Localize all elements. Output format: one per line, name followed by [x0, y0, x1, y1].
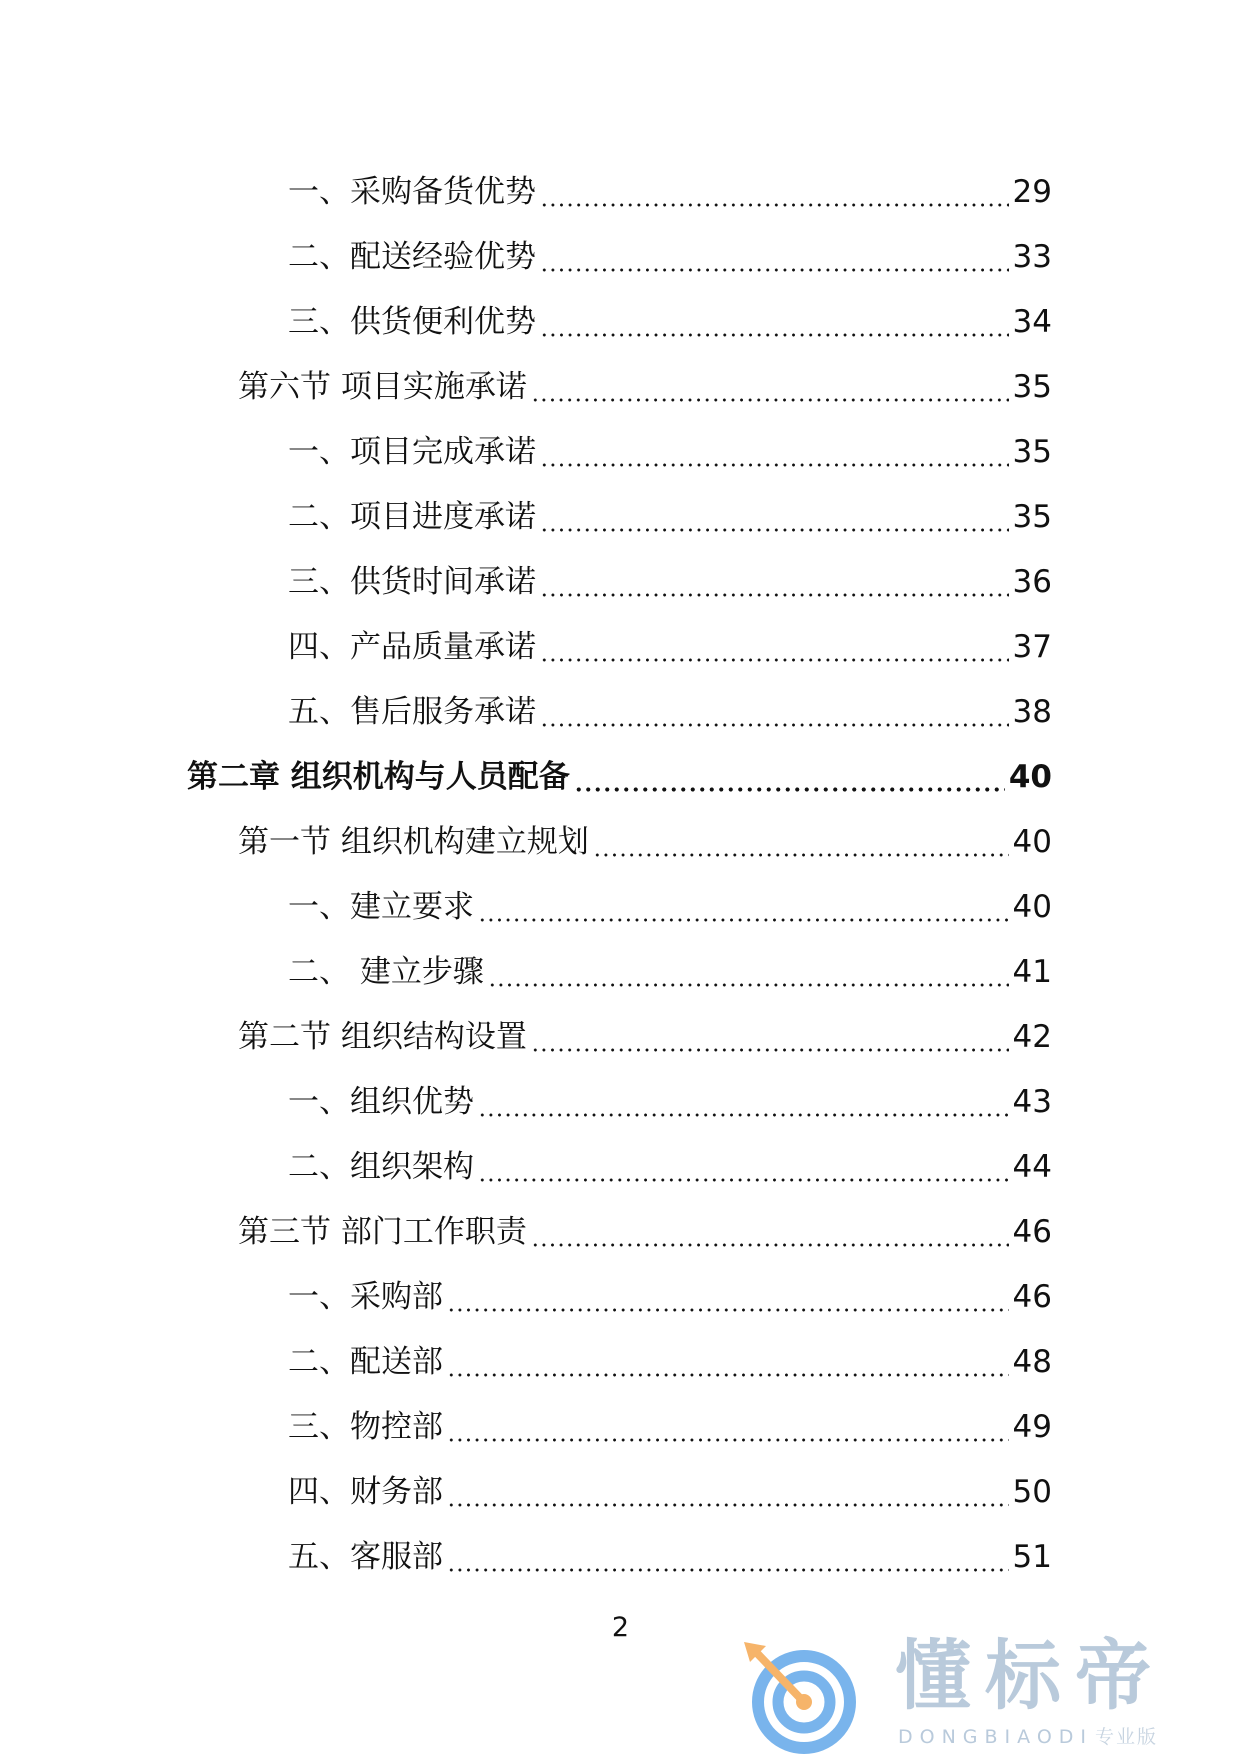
toc-dot-leader: [540, 333, 1009, 337]
toc-dot-leader: [593, 853, 1009, 857]
toc-entry[interactable]: [0, 1395, 1241, 1460]
toc-entry-title: 第二节 组织结构设置: [238, 1019, 527, 1055]
toc-entry-title: 第二章 组织机构与人员配备: [187, 759, 570, 795]
toc-entry-title: 一、项目完成承诺: [288, 434, 536, 470]
toc-dot-leader: [478, 918, 1009, 922]
toc-dot-leader: [574, 787, 1005, 792]
page-number: 2: [611, 1612, 630, 1643]
toc-entry-page: 41: [1012, 954, 1052, 990]
watermark-pinyin: DONGBIAODI: [898, 1726, 1094, 1748]
toc-dot-leader: [540, 268, 1009, 272]
toc-entry-page: 33: [1012, 239, 1052, 275]
table-of-contents: [0, 160, 1241, 1590]
toc-entry-page: 35: [1012, 499, 1052, 535]
toc-entry[interactable]: [0, 875, 1241, 940]
toc-entry[interactable]: [0, 1525, 1241, 1590]
toc-entry[interactable]: [0, 1135, 1241, 1200]
toc-dot-leader: [447, 1308, 1009, 1312]
toc-entry[interactable]: [0, 1070, 1241, 1135]
toc-entry-page: 51: [1012, 1539, 1052, 1575]
toc-dot-leader: [531, 1243, 1009, 1247]
toc-entry-page: 37: [1012, 629, 1052, 665]
toc-entry-title: 三、供货时间承诺: [288, 564, 536, 600]
toc-entry-title: 一、采购部: [288, 1279, 443, 1315]
toc-entry[interactable]: [0, 615, 1241, 680]
toc-entry[interactable]: [0, 485, 1241, 550]
toc-entry-page: 44: [1012, 1149, 1052, 1185]
toc-entry-page: 40: [1012, 824, 1052, 860]
toc-dot-leader: [531, 1048, 1009, 1052]
toc-entry-title: 五、售后服务承诺: [288, 694, 536, 730]
toc-dot-leader: [447, 1373, 1009, 1377]
toc-dot-leader: [447, 1503, 1009, 1507]
toc-entry[interactable]: [0, 550, 1241, 615]
toc-entry[interactable]: [0, 420, 1241, 485]
toc-entry[interactable]: [0, 810, 1241, 875]
toc-entry[interactable]: [0, 225, 1241, 290]
toc-entry-title: 一、采购备货优势: [288, 174, 536, 210]
toc-dot-leader: [540, 723, 1009, 727]
toc-dot-leader: [447, 1568, 1009, 1572]
toc-entry-title: 第三节 部门工作职责: [238, 1214, 527, 1250]
toc-entry-title: 一、组织优势: [288, 1084, 474, 1120]
toc-dot-leader: [531, 398, 1009, 402]
toc-entry-page: 43: [1012, 1084, 1052, 1120]
toc-entry[interactable]: [0, 1460, 1241, 1525]
toc-entry-page: 42: [1012, 1019, 1052, 1055]
watermark-subtitle: [898, 1728, 1158, 1747]
toc-entry-page: 46: [1012, 1279, 1052, 1315]
toc-entry[interactable]: [0, 1200, 1241, 1265]
toc-entry-title: 二、配送部: [288, 1344, 443, 1380]
toc-entry-page: 34: [1012, 304, 1052, 340]
toc-dot-leader: [540, 658, 1009, 662]
toc-entry-page: 49: [1012, 1409, 1052, 1445]
toc-entry[interactable]: [0, 1005, 1241, 1070]
toc-entry-title: 第六节 项目实施承诺: [238, 369, 527, 405]
toc-entry-page: 48: [1012, 1344, 1052, 1380]
toc-entry[interactable]: [0, 680, 1241, 745]
toc-entry-page: 50: [1012, 1474, 1052, 1510]
toc-entry-title: 三、物控部: [288, 1409, 443, 1445]
toc-entry-page: 35: [1012, 434, 1052, 470]
toc-dot-leader: [540, 593, 1009, 597]
toc-entry-title: 二、配送经验优势: [288, 239, 536, 275]
toc-dot-leader: [540, 203, 1009, 207]
watermark-edition: 专业版: [1095, 1726, 1159, 1748]
toc-entry-page: 46: [1012, 1214, 1052, 1250]
toc-dot-leader: [447, 1438, 1009, 1442]
toc-entry[interactable]: [0, 160, 1241, 225]
toc-entry-title: 四、财务部: [288, 1474, 443, 1510]
target-arrow-logo-icon: [740, 1636, 860, 1754]
toc-entry-title: 三、供货便利优势: [288, 304, 536, 340]
toc-entry-title: 二、组织架构: [288, 1149, 474, 1185]
toc-entry[interactable]: [0, 1265, 1241, 1330]
toc-entry-title: 二、 建立步骤: [288, 954, 484, 990]
toc-entry-page: 36: [1012, 564, 1052, 600]
toc-dot-leader: [488, 983, 1009, 987]
toc-dot-leader: [540, 528, 1009, 532]
toc-entry-page: 35: [1012, 369, 1052, 405]
toc-entry-title: 二、项目进度承诺: [288, 499, 536, 535]
toc-dot-leader: [540, 463, 1009, 467]
toc-entry[interactable]: [0, 355, 1241, 420]
watermark: [740, 1631, 1210, 1754]
toc-dot-leader: [478, 1178, 1009, 1182]
toc-dot-leader: [478, 1113, 1009, 1117]
toc-entry[interactable]: [0, 940, 1241, 1005]
toc-entry-title: 一、建立要求: [288, 889, 474, 925]
toc-entry-title: 五、客服部: [288, 1539, 443, 1575]
toc-entry[interactable]: [0, 1330, 1241, 1395]
toc-entry[interactable]: [0, 745, 1241, 810]
toc-entry[interactable]: [0, 290, 1241, 355]
toc-entry-page: 40: [1012, 889, 1052, 925]
toc-entry-page: 38: [1012, 694, 1052, 730]
toc-entry-page: 29: [1012, 174, 1052, 210]
toc-entry-title: 四、产品质量承诺: [288, 629, 536, 665]
toc-entry-title: 第一节 组织机构建立规划: [238, 824, 589, 860]
watermark-brand-name: 懂标帝: [895, 1631, 1165, 1720]
toc-entry-page: 40: [1008, 759, 1052, 795]
